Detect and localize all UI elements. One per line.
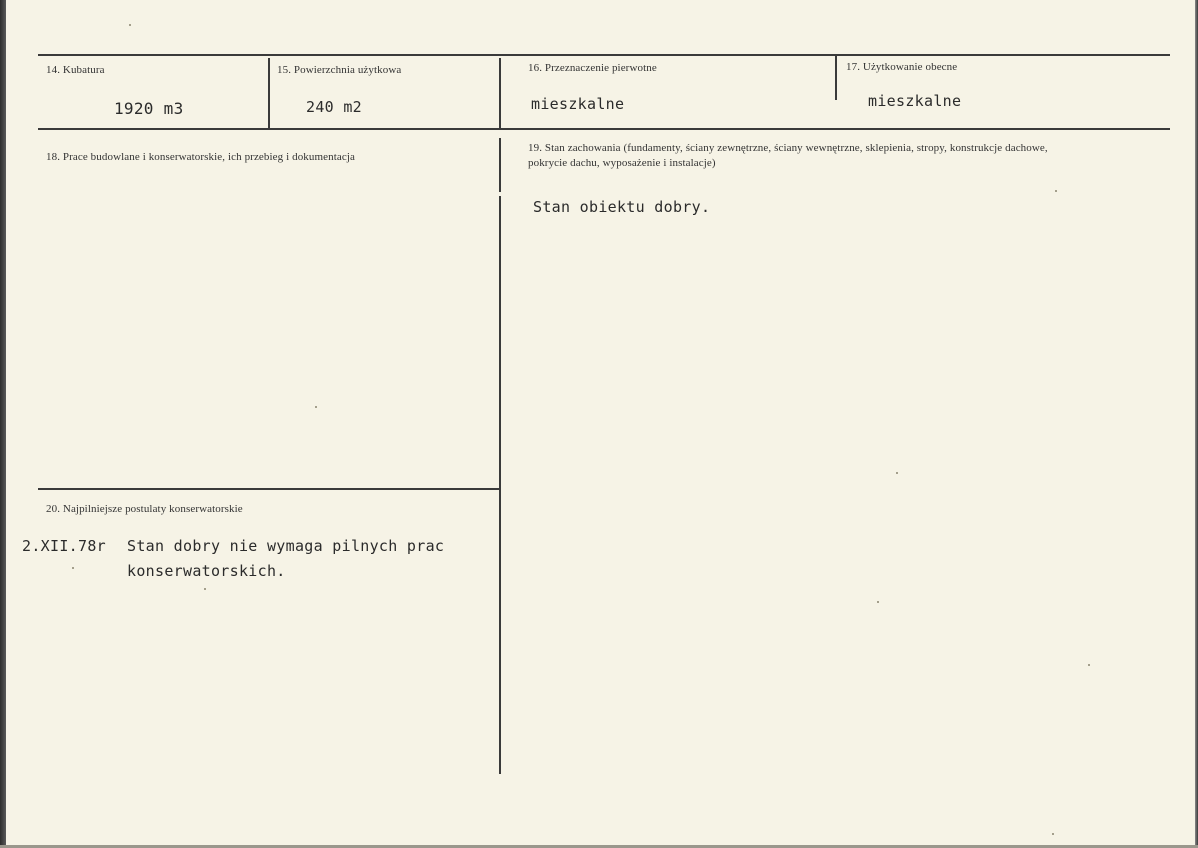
- paper-speck: [204, 588, 206, 590]
- paper-speck: [1052, 833, 1054, 835]
- field-15-label: 15. Powierzchnia użytkowa: [277, 64, 402, 76]
- paper-speck: [72, 567, 74, 569]
- divider-14-15: [268, 58, 270, 128]
- main-column-divider-lower: [499, 196, 501, 774]
- field-20-date: 2.XII.78r: [22, 537, 106, 555]
- paper-speck: [315, 406, 317, 408]
- divider-15-16: [499, 58, 501, 128]
- row1-bottom-rule: [38, 128, 1170, 130]
- field-20-label: 20. Najpilniejsze postulaty konserwatorskie: [46, 503, 243, 515]
- field-14-value: 1920 m3: [114, 99, 184, 118]
- top-rule: [38, 54, 1170, 56]
- field-19-value: Stan obiektu dobry.: [533, 198, 711, 216]
- field-14-label: 14. Kubatura: [46, 64, 105, 76]
- field-16-label: 16. Przeznaczenie pierwotne: [528, 62, 657, 74]
- main-column-divider: [499, 138, 501, 192]
- field-19-label: 19. Stan zachowania (fundamenty, ściany zewnętrzne, ściany wewnętrzne, sklepienia, stropy, konstrukcje dachowe, pokrycie dachu, wyposażenie i instalacje): [528, 142, 1048, 169]
- paper-speck: [1088, 664, 1090, 666]
- scan-edge-left: [0, 0, 6, 848]
- paper-speck: [877, 601, 879, 603]
- field-20-value-line2: konserwatorskich.: [127, 562, 286, 580]
- field-17-value: mieszkalne: [868, 92, 962, 110]
- field-16-value: mieszkalne: [531, 95, 625, 113]
- paper-speck: [1055, 190, 1057, 192]
- field-20-value-line1: Stan dobry nie wymaga pilnych prac: [127, 537, 445, 555]
- field-17-label: 17. Użytkowanie obecne: [846, 61, 958, 73]
- field-15-value: 240 m2: [306, 98, 362, 116]
- paper-speck: [129, 24, 131, 26]
- section20-top-rule: [38, 488, 500, 490]
- field-18-label: 18. Prace budowlane i konserwatorskie, ich przebieg i dokumentacja: [46, 151, 355, 163]
- divider-16-17: [835, 56, 837, 100]
- paper-speck: [896, 472, 898, 474]
